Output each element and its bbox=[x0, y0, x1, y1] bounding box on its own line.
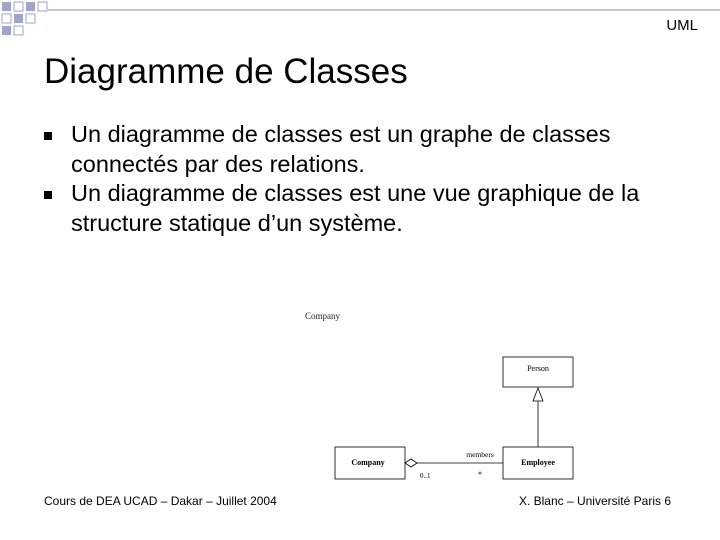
footer-course: Cours de DEA UCAD – Dakar – Juillet 2004 bbox=[44, 494, 277, 508]
person-class-label: Person bbox=[527, 364, 549, 373]
decor-square bbox=[26, 2, 35, 11]
employee-class-label: Employee bbox=[521, 458, 555, 467]
diagram-caption: Company bbox=[305, 311, 340, 321]
bullet-list bbox=[44, 120, 704, 238]
decor-square bbox=[14, 2, 23, 11]
generalization-arrowhead bbox=[533, 388, 543, 401]
decor-square bbox=[14, 14, 23, 23]
corner-decoration bbox=[0, 0, 60, 45]
header-rule bbox=[48, 9, 720, 11]
association-role: members bbox=[466, 450, 494, 459]
decor-square bbox=[26, 14, 35, 23]
decor-square bbox=[38, 2, 47, 11]
class-diagram bbox=[300, 305, 590, 495]
multiplicity-employee: * bbox=[478, 470, 482, 479]
decor-square bbox=[2, 14, 11, 23]
footer-author: X. Blanc – Université Paris 6 bbox=[518, 494, 671, 508]
decor-square bbox=[2, 2, 11, 11]
bullet-square-icon bbox=[44, 191, 52, 199]
company-class-label: Company bbox=[351, 458, 385, 467]
slide-title: Diagramme de Classes bbox=[44, 52, 408, 91]
bullet-item bbox=[44, 120, 704, 179]
bullet-text: Un diagramme de classes est un graphe de classes connectés par des relations. bbox=[71, 121, 611, 177]
header-label: UML bbox=[666, 17, 698, 34]
bullet-square-icon bbox=[44, 132, 52, 140]
bullet-item bbox=[44, 179, 704, 238]
decor-square bbox=[2, 26, 11, 35]
multiplicity-company: 0..1 bbox=[420, 472, 431, 480]
aggregation-diamond bbox=[405, 459, 417, 467]
bullet-text: Un diagramme de classes est une vue graphique de la structure statique d’un système. bbox=[71, 180, 640, 236]
decor-square bbox=[14, 26, 23, 35]
